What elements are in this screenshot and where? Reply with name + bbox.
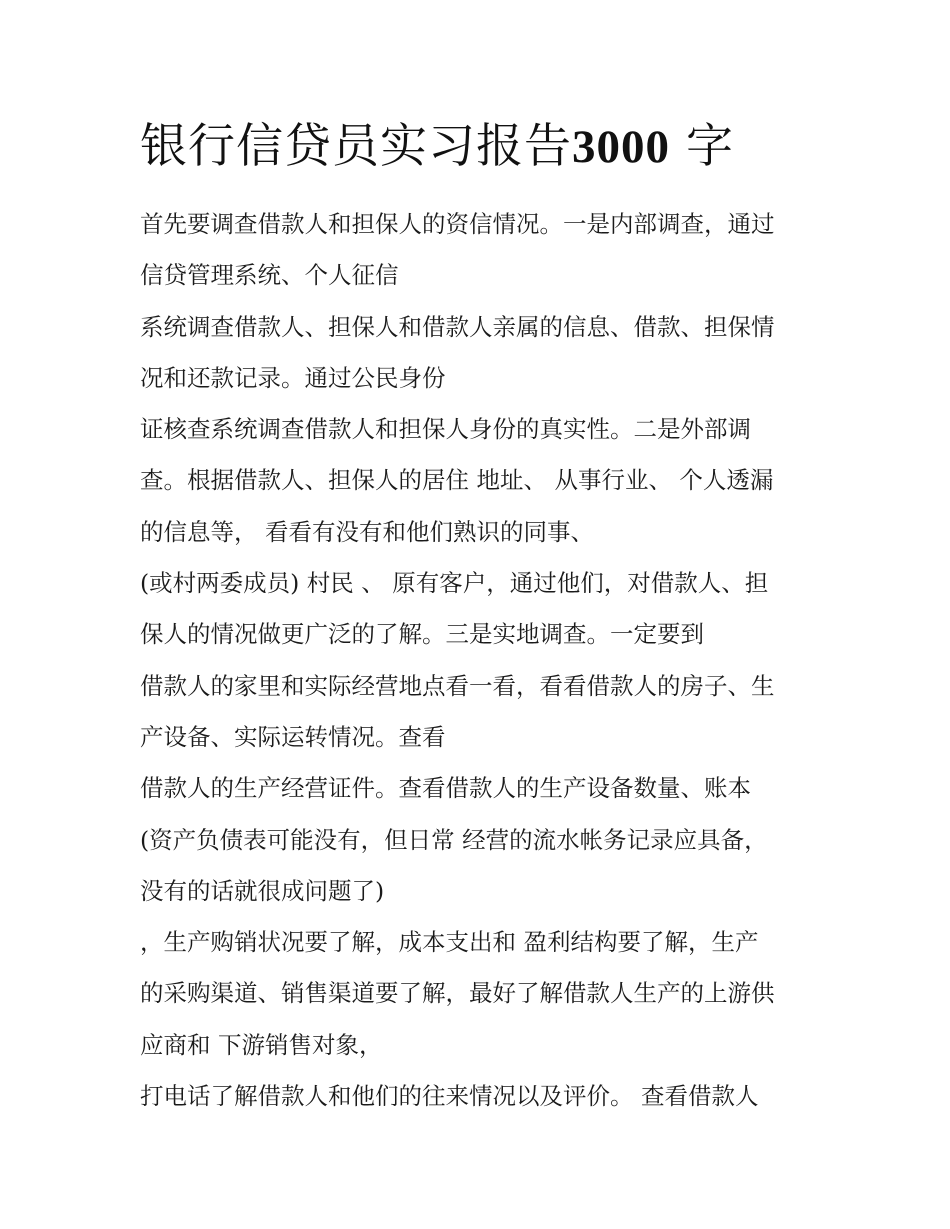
text-line: 况和还款记录。通过公民身份 xyxy=(140,363,446,392)
title-suffix: 字 xyxy=(670,119,734,174)
body-paragraph xyxy=(140,199,830,1122)
text-line: 信贷管理系统、个人征信 xyxy=(140,261,399,290)
text-line: 首先要调查借款人和担保人的资信情况。一是内部调查，通过 xyxy=(140,210,775,238)
text-line: 打电话了解借款人和他们的往来情况以及评价。 查看借款人 xyxy=(140,1082,759,1111)
text-line: 保人的情况做更广泛的了解。三是实地调查。一定要到 xyxy=(140,620,704,649)
title-text: 银行信贷员实习报告 xyxy=(140,119,572,174)
text-line: 没有的话就很成问题了) xyxy=(140,876,385,905)
text-line: ，生产购销状况要了解，成本支出和 盈利结构要了解，生产 xyxy=(140,928,759,957)
text-line: 的采购渠道、销售渠道要了解，最好了解借款人生产的上游供 xyxy=(140,979,775,1008)
text-line: (资产负债表可能没有，但日常 经营的流水帐务记录应具备， xyxy=(140,825,768,854)
text-line: 查。根据借款人、担保人的居住 地址、 从事行业、 个人透漏 xyxy=(140,466,774,495)
text-line: (或村两委成员) 村民 、 原有客户，通过他们，对借款人、担 xyxy=(140,569,769,598)
text-line: 产设备、实际运转情况。查看 xyxy=(140,722,446,751)
title-number: 3000 xyxy=(572,121,670,173)
text-line: 的信息等， 看看有没有和他们熟识的同事、 xyxy=(140,517,594,546)
page-title xyxy=(140,118,734,176)
text-line: 证核查系统调查借款人和担保人身份的真实性。二是外部调 xyxy=(140,415,751,444)
text-line: 系统调查借款人、担保人和借款人亲属的信息、借款、担保情 xyxy=(140,312,775,341)
text-line: 借款人的生产经营证件。查看借款人的生产设备数量、账本 xyxy=(140,774,751,803)
text-line: 借款人的家里和实际经营地点看一看，看看借款人的房子、生 xyxy=(140,671,775,700)
text-line: 应商和 下游销售对象， xyxy=(140,1030,383,1059)
